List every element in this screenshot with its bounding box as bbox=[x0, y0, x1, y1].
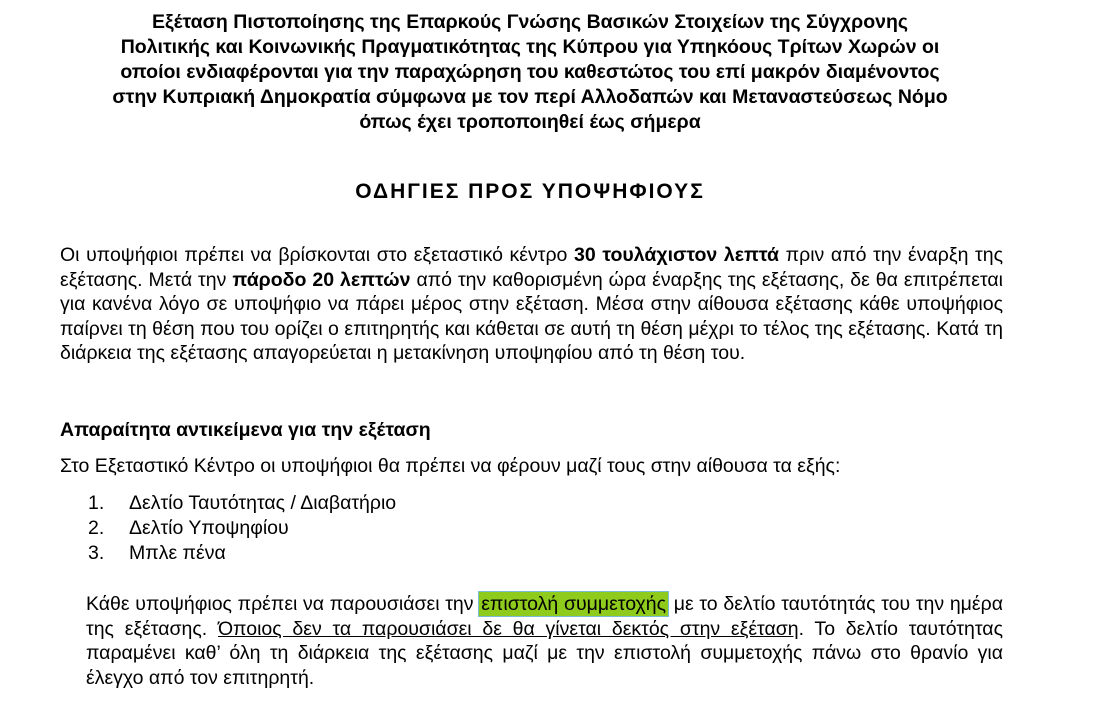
title-line: οποίοι ενδιαφέρονται για την παραχώρηση του καθεστώτος του επί μακρόν διαμένοντος bbox=[120, 61, 940, 83]
required-items-list bbox=[88, 491, 396, 566]
intro-text: Οι υποψήφιοι πρέπει να βρίσκονται στο εξεταστικό κέντρο bbox=[60, 244, 575, 266]
title-line: στην Κυπριακή Δημοκρατία σύμφωνα με τον περί Αλλοδαπών και Μεταναστεύσεως Νόμο bbox=[112, 86, 948, 108]
intro-text: πριν από την έναρξη της εξέτασης. Μετά την bbox=[60, 244, 1003, 291]
list-item bbox=[88, 516, 396, 541]
late-limit-emphasis: πάροδο 20 λεπτών bbox=[232, 268, 411, 291]
intro-paragraph bbox=[60, 243, 1003, 366]
required-items-title: Απαραίτητα αντικείμενα για την εξέταση bbox=[60, 419, 431, 441]
document-title bbox=[60, 10, 1000, 135]
list-item-number: 3. bbox=[88, 542, 105, 564]
list-item-text: Μπλε πένα bbox=[129, 542, 226, 564]
list-item-number: 1. bbox=[88, 492, 105, 514]
intro-text: από την καθορισμένη ώρα έναρξης της εξέτασης, δε θα επιτρέπεται για κανένα λόγο σε υποψήφιο να πάρει μέρος στην εξέταση. Μέσα στην αίθουσα εξέτασης κάθε υποψήφιος παίρνει τη θέση που του ορίζει ο επιτηρητής και κάθεται σε αυτή τη θέση μέχρι το τέλος της εξέτασης. Κατά τη διάρκεια της εξέτασης απαγορεύεται η μετακίνηση υποψηφίου από τη θέση του. bbox=[60, 268, 1003, 364]
list-item bbox=[88, 541, 396, 566]
letter-text: με το δελτίο ταυτότητάς του την ημέρα της εξέτασης. bbox=[86, 593, 1003, 640]
title-line: Πολιτικής και Κοινωνικής Πραγματικότητας της Κύπρου για Υπηκόους Τρίτων Χωρών οι bbox=[120, 36, 940, 58]
title-line: όπως έχει τροποποιηθεί έως σήμερα bbox=[359, 111, 701, 133]
list-item-number: 2. bbox=[88, 517, 105, 539]
letter-text: Κάθε υποψήφιος πρέπει να παρουσιάσει την bbox=[86, 593, 480, 615]
list-item-text: Δελτίο Ταυτότητας / Διαβατήριο bbox=[129, 492, 397, 514]
underlined-warning: Όποιος δεν τα παρουσιάσει δε θα γίνεται δεκτός στην εξέταση bbox=[217, 617, 799, 640]
title-line: Εξέταση Πιστοποίησης της Επαρκούς Γνώσης Βασικών Στοιχείων της Σύγχρονης bbox=[151, 11, 909, 33]
highlighted-selection[interactable]: επιστολή συμμετοχής bbox=[481, 593, 667, 615]
required-items-intro: Στο Εξεταστικό Κέντρο οι υποψήφιοι θα πρέπει να φέρουν μαζί τους στην αίθουσα τα εξής: bbox=[60, 455, 841, 477]
letter-text: . Το δελτίο ταυτότητας παραμένει καθ’ όλη τη διάρκεια της εξέτασης μαζί με την επιστολή συμμετοχής πάνω στο θρανίο για έλεγχο από τον επιτηρητή. bbox=[86, 617, 1003, 689]
arrival-time-emphasis: 30 τουλάχιστον λεπτά bbox=[574, 244, 780, 266]
letter-paragraph bbox=[86, 592, 1003, 690]
list-item-text: Δελτίο Υποψηφίου bbox=[129, 517, 289, 539]
list-item bbox=[88, 491, 396, 516]
instructions-heading: ΟΔΗΓΙΕΣ ΠΡΟΣ ΥΠΟΨΗΦΙΟΥΣ bbox=[355, 180, 705, 203]
